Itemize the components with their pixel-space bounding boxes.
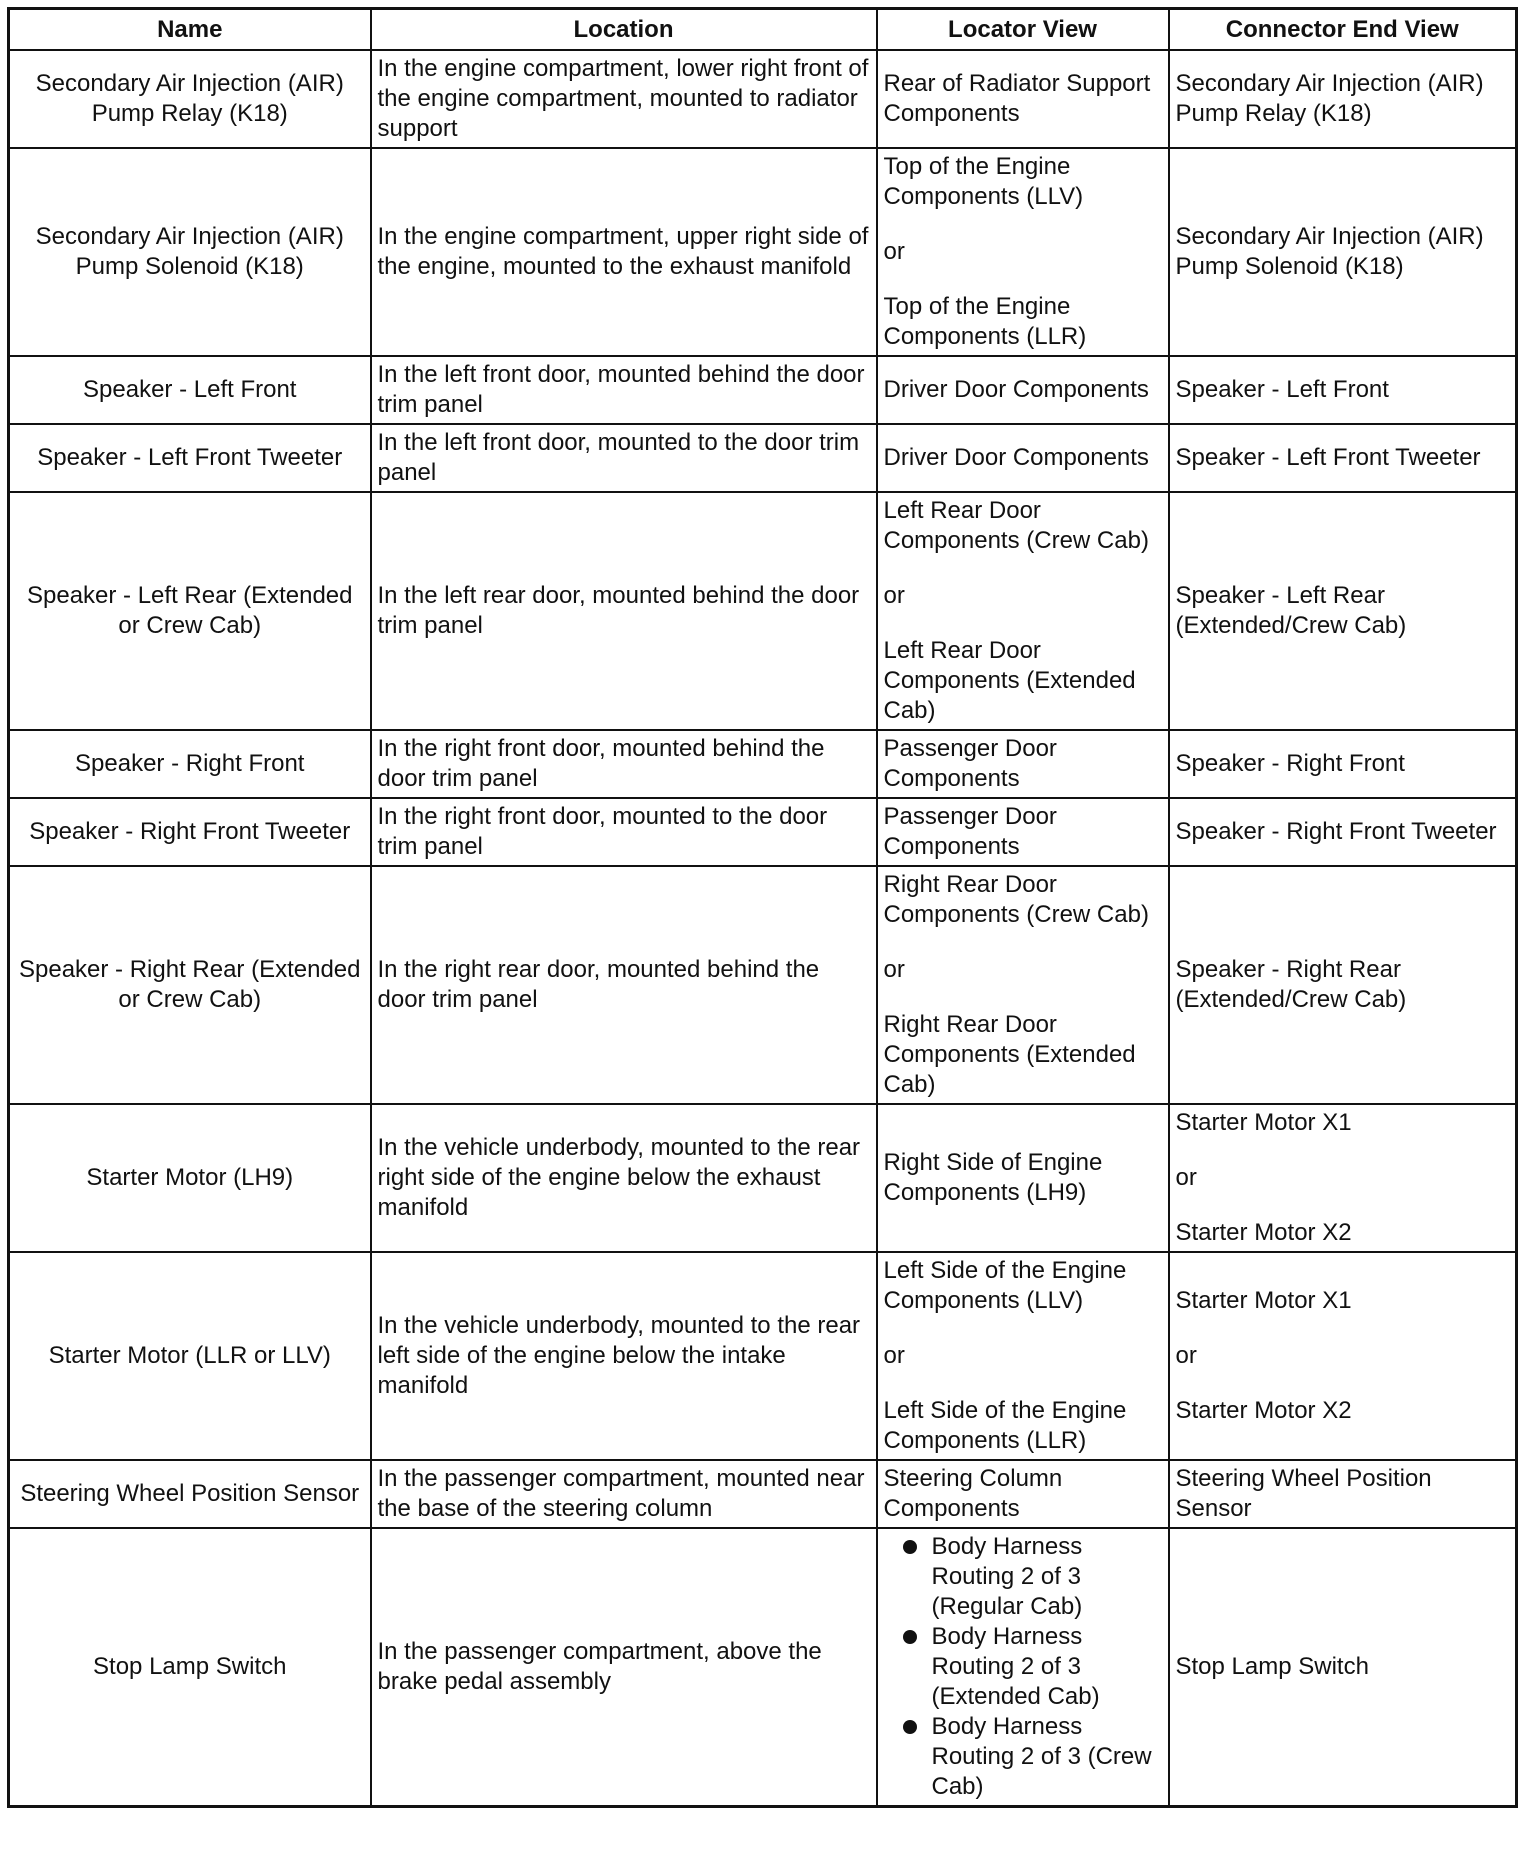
cell-paragraph: Speaker - Right Front Tweeter xyxy=(1175,818,1497,845)
cell-locator-view xyxy=(877,492,1169,730)
cell-location: In the left front door, mounted behind the door trim panel xyxy=(371,356,877,424)
cell-paragraph: Starter Motor X1 xyxy=(1175,1109,1352,1136)
cell-locator-view xyxy=(877,866,1169,1104)
cell-name: Speaker - Left Rear (Extended or Crew Cab) xyxy=(9,492,371,730)
cell-name: Starter Motor (LLR or LLV) xyxy=(9,1252,371,1460)
paragraph-gap xyxy=(884,267,1162,292)
cell-paragraph: Left Side of the Engine Components (LLV) xyxy=(883,1257,1127,1314)
cell-paragraph: Starter Motor X2 xyxy=(1175,1397,1352,1424)
cell-name: Speaker - Left Front Tweeter xyxy=(9,424,371,492)
table-row xyxy=(9,148,1517,356)
cell-locator-view xyxy=(877,798,1169,866)
cell-name: Speaker - Right Front Tweeter xyxy=(9,798,371,866)
cell-paragraph: Starter Motor X1 xyxy=(1175,1287,1352,1314)
cell-paragraph: Speaker - Right Front xyxy=(1175,750,1405,777)
paragraph-gap xyxy=(884,556,1162,581)
cell-paragraph: Passenger Door Components xyxy=(883,803,1057,860)
header-name: Name xyxy=(9,9,371,51)
cell-paragraph: Left Rear Door Components (Extended Cab) xyxy=(883,637,1136,724)
cell-locator-view xyxy=(877,1104,1169,1252)
paragraph-gap xyxy=(1176,1316,1510,1341)
paragraph-gap xyxy=(884,212,1162,237)
table-row xyxy=(9,424,1517,492)
cell-paragraph: Driver Door Components xyxy=(883,444,1149,471)
cell-locator-view xyxy=(877,50,1169,148)
cell-paragraph: Starter Motor X2 xyxy=(1175,1219,1352,1246)
cell-name: Speaker - Right Rear (Extended or Crew Cab) xyxy=(9,866,371,1104)
table-row xyxy=(9,730,1517,798)
bullet-dot-icon xyxy=(903,1540,917,1554)
cell-paragraph: Secondary Air Injection (AIR) Pump Relay (K18) xyxy=(1175,70,1484,127)
or-separator: or xyxy=(883,582,905,609)
cell-paragraph: Top of the Engine Components (LLR) xyxy=(883,293,1087,350)
or-separator: or xyxy=(883,1342,905,1369)
cell-connector-end-view xyxy=(1169,148,1517,356)
header-location: Location xyxy=(371,9,877,51)
cell-paragraph: Speaker - Left Front Tweeter xyxy=(1175,444,1481,471)
cell-name: Starter Motor (LH9) xyxy=(9,1104,371,1252)
cell-paragraph: Speaker - Right Rear (Extended/Crew Cab) xyxy=(1175,956,1407,1013)
cell-locator-view xyxy=(877,1528,1169,1807)
cell-connector-end-view xyxy=(1169,798,1517,866)
bullet-text: Body Harness Routing 2 of 3 (Extended Cab) xyxy=(931,1623,1100,1710)
cell-location: In the passenger compartment, mounted near the base of the steering column xyxy=(371,1460,877,1528)
cell-paragraph: Speaker - Left Front xyxy=(1175,376,1389,403)
cell-paragraph: Speaker - Left Rear (Extended/Crew Cab) xyxy=(1175,582,1407,639)
cell-paragraph: Right Rear Door Components (Extended Cab) xyxy=(883,1011,1136,1098)
cell-paragraph: Steering Wheel Position Sensor xyxy=(1175,1465,1432,1522)
cell-connector-end-view xyxy=(1169,730,1517,798)
cell-name: Steering Wheel Position Sensor xyxy=(9,1460,371,1528)
cell-location: In the passenger compartment, above the brake pedal assembly xyxy=(371,1528,877,1807)
paragraph-gap xyxy=(884,1371,1162,1396)
cell-location: In the vehicle underbody, mounted to the rear right side of the engine below the exhaust manifold xyxy=(371,1104,877,1252)
paragraph-gap xyxy=(1176,1138,1510,1163)
cell-locator-view xyxy=(877,424,1169,492)
cell-name: Secondary Air Injection (AIR) Pump Relay (K18) xyxy=(9,50,371,148)
cell-location: In the engine compartment, lower right front of the engine compartment, mounted to radiator support xyxy=(371,50,877,148)
bullet-item xyxy=(884,1712,1162,1802)
cell-locator-view xyxy=(877,148,1169,356)
cell-paragraph: Left Rear Door Components (Crew Cab) xyxy=(883,497,1149,554)
cell-location: In the right rear door, mounted behind the door trim panel xyxy=(371,866,877,1104)
paragraph-gap xyxy=(884,985,1162,1010)
table-body xyxy=(9,50,1517,1807)
table-row xyxy=(9,798,1517,866)
cell-locator-view xyxy=(877,1460,1169,1528)
cell-paragraph: Right Side of Engine Components (LH9) xyxy=(883,1149,1103,1206)
table-row xyxy=(9,492,1517,730)
or-separator: or xyxy=(883,956,905,983)
cell-connector-end-view xyxy=(1169,492,1517,730)
header-locator-view: Locator View xyxy=(877,9,1169,51)
cell-connector-end-view xyxy=(1169,424,1517,492)
cell-name: Stop Lamp Switch xyxy=(9,1528,371,1807)
header-row xyxy=(9,9,1517,51)
paragraph-gap xyxy=(1176,1193,1510,1218)
cell-connector-end-view xyxy=(1169,1528,1517,1807)
cell-name: Speaker - Right Front xyxy=(9,730,371,798)
paragraph-gap xyxy=(884,930,1162,955)
cell-locator-view xyxy=(877,1252,1169,1460)
bullet-text: Body Harness Routing 2 of 3 (Regular Cab) xyxy=(931,1533,1083,1620)
bullet-dot-icon xyxy=(903,1720,917,1734)
bullet-item xyxy=(884,1532,1162,1622)
locator-view-bullet-list xyxy=(884,1532,1162,1802)
paragraph-gap xyxy=(1176,1371,1510,1396)
cell-location: In the left rear door, mounted behind the door trim panel xyxy=(371,492,877,730)
cell-connector-end-view xyxy=(1169,1460,1517,1528)
or-separator: or xyxy=(1175,1342,1197,1369)
cell-location: In the engine compartment, upper right side of the engine, mounted to the exhaust manifold xyxy=(371,148,877,356)
cell-paragraph: Driver Door Components xyxy=(883,376,1149,403)
cell-paragraph: Secondary Air Injection (AIR) Pump Solenoid (K18) xyxy=(1175,223,1484,280)
table-row xyxy=(9,50,1517,148)
cell-name: Secondary Air Injection (AIR) Pump Solenoid (K18) xyxy=(9,148,371,356)
table-row xyxy=(9,1528,1517,1807)
cell-paragraph: Left Side of the Engine Components (LLR) xyxy=(883,1397,1127,1454)
cell-connector-end-view xyxy=(1169,356,1517,424)
table-row xyxy=(9,1104,1517,1252)
table-row xyxy=(9,1460,1517,1528)
component-locator-table xyxy=(7,7,1518,1808)
table-row xyxy=(9,866,1517,1104)
cell-connector-end-view xyxy=(1169,1252,1517,1460)
cell-connector-end-view xyxy=(1169,866,1517,1104)
cell-locator-view xyxy=(877,730,1169,798)
cell-name: Speaker - Left Front xyxy=(9,356,371,424)
cell-connector-end-view xyxy=(1169,1104,1517,1252)
cell-paragraph: Top of the Engine Components (LLV) xyxy=(883,153,1084,210)
cell-paragraph: Stop Lamp Switch xyxy=(1175,1653,1369,1680)
paragraph-gap xyxy=(884,611,1162,636)
table-row xyxy=(9,356,1517,424)
or-separator: or xyxy=(1175,1164,1197,1191)
paragraph-gap xyxy=(884,1316,1162,1341)
component-locator-table-wrapper xyxy=(7,7,1515,1808)
bullet-dot-icon xyxy=(903,1630,917,1644)
cell-location: In the left front door, mounted to the door trim panel xyxy=(371,424,877,492)
cell-location: In the vehicle underbody, mounted to the rear left side of the engine below the intake manifold xyxy=(371,1252,877,1460)
bullet-item xyxy=(884,1622,1162,1712)
cell-location: In the right front door, mounted to the door trim panel xyxy=(371,798,877,866)
cell-paragraph: Rear of Radiator Support Components xyxy=(883,70,1151,127)
cell-paragraph: Right Rear Door Components (Crew Cab) xyxy=(883,871,1149,928)
header-connector-end-view: Connector End View xyxy=(1169,9,1517,51)
cell-paragraph: Steering Column Components xyxy=(883,1465,1063,1522)
table-row xyxy=(9,1252,1517,1460)
bullet-text: Body Harness Routing 2 of 3 (Crew Cab) xyxy=(931,1713,1152,1800)
cell-paragraph: Passenger Door Components xyxy=(883,735,1057,792)
or-separator: or xyxy=(883,238,905,265)
cell-locator-view xyxy=(877,356,1169,424)
cell-connector-end-view xyxy=(1169,50,1517,148)
cell-location: In the right front door, mounted behind the door trim panel xyxy=(371,730,877,798)
